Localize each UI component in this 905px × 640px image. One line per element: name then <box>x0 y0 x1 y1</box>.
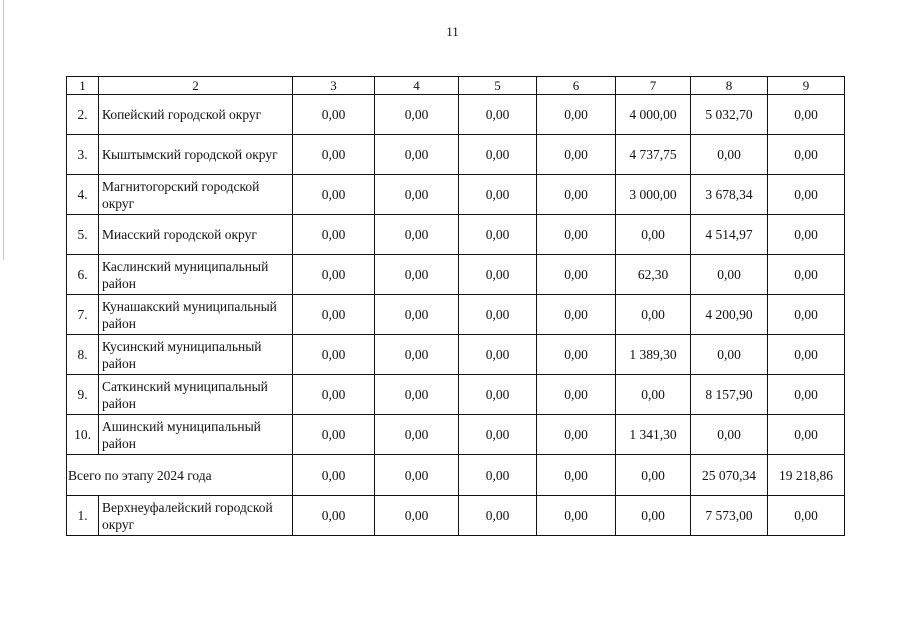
value-cell: 0,00 <box>375 95 459 135</box>
value-cell: 4 000,00 <box>616 95 691 135</box>
value-cell: 0,00 <box>293 375 375 415</box>
value-cell: 0,00 <box>459 175 537 215</box>
row-number-cell: 2. <box>67 95 99 135</box>
total-value-cell: 0,00 <box>293 455 375 496</box>
table-row <box>67 95 845 135</box>
value-cell: 0,00 <box>691 135 768 175</box>
value-cell: 0,00 <box>691 255 768 295</box>
value-cell: 0,00 <box>768 135 845 175</box>
value-cell: 4 514,97 <box>691 215 768 255</box>
value-cell: 5 032,70 <box>691 95 768 135</box>
table-header-row <box>67 77 845 95</box>
value-cell: 0,00 <box>375 375 459 415</box>
table-row <box>67 135 845 175</box>
value-cell: 0,00 <box>459 375 537 415</box>
value-cell: 0,00 <box>768 95 845 135</box>
municipality-name-cell: Копейский городской округ <box>99 95 293 135</box>
value-cell: 0,00 <box>375 335 459 375</box>
value-cell: 0,00 <box>459 95 537 135</box>
value-cell: 0,00 <box>768 175 845 215</box>
value-cell: 7 573,00 <box>691 496 768 536</box>
header-cell: 9 <box>768 77 845 95</box>
table-row <box>67 335 845 375</box>
header-cell: 8 <box>691 77 768 95</box>
value-cell: 0,00 <box>537 255 616 295</box>
table-row-next-stage <box>67 496 845 536</box>
value-cell: 0,00 <box>691 415 768 455</box>
value-cell: 0,00 <box>459 415 537 455</box>
value-cell: 0,00 <box>459 496 537 536</box>
header-cell: 2 <box>99 77 293 95</box>
municipality-name-cell: Магнитогорский городской округ <box>99 175 293 215</box>
value-cell: 0,00 <box>293 215 375 255</box>
row-number-cell: 1. <box>67 496 99 536</box>
value-cell: 0,00 <box>691 335 768 375</box>
value-cell: 0,00 <box>537 175 616 215</box>
value-cell: 3 678,34 <box>691 175 768 215</box>
header-cell: 1 <box>67 77 99 95</box>
value-cell: 1 389,30 <box>616 335 691 375</box>
value-cell: 0,00 <box>616 295 691 335</box>
municipality-name-cell: Каслинский муниципальный район <box>99 255 293 295</box>
value-cell: 3 000,00 <box>616 175 691 215</box>
value-cell: 0,00 <box>459 255 537 295</box>
value-cell: 0,00 <box>293 415 375 455</box>
row-number-cell: 10. <box>67 415 99 455</box>
table-body <box>67 77 845 536</box>
row-number-cell: 6. <box>67 255 99 295</box>
value-cell: 4 737,75 <box>616 135 691 175</box>
value-cell: 0,00 <box>768 375 845 415</box>
value-cell: 0,00 <box>768 335 845 375</box>
value-cell: 0,00 <box>375 255 459 295</box>
header-cell: 6 <box>537 77 616 95</box>
total-value-cell: 0,00 <box>375 455 459 496</box>
value-cell: 0,00 <box>459 335 537 375</box>
value-cell: 0,00 <box>768 215 845 255</box>
total-value-cell: 25 070,34 <box>691 455 768 496</box>
municipality-name-cell: Верхнеуфалейский городской округ <box>99 496 293 536</box>
total-value-cell: 19 218,86 <box>768 455 845 496</box>
page-number: 11 <box>446 24 459 39</box>
table-row <box>67 295 845 335</box>
value-cell: 0,00 <box>293 255 375 295</box>
value-cell: 1 341,30 <box>616 415 691 455</box>
municipality-name-cell: Кыштымский городской округ <box>99 135 293 175</box>
total-value-cell: 0,00 <box>616 455 691 496</box>
value-cell: 0,00 <box>375 135 459 175</box>
value-cell: 0,00 <box>375 215 459 255</box>
value-cell: 0,00 <box>459 295 537 335</box>
value-cell: 4 200,90 <box>691 295 768 335</box>
value-cell: 0,00 <box>459 135 537 175</box>
value-cell: 0,00 <box>768 415 845 455</box>
value-cell: 0,00 <box>616 215 691 255</box>
value-cell: 8 157,90 <box>691 375 768 415</box>
value-cell: 0,00 <box>375 496 459 536</box>
row-number-cell: 9. <box>67 375 99 415</box>
row-number-cell: 4. <box>67 175 99 215</box>
header-cell: 7 <box>616 77 691 95</box>
value-cell: 0,00 <box>768 255 845 295</box>
value-cell: 0,00 <box>768 496 845 536</box>
row-number-cell: 3. <box>67 135 99 175</box>
value-cell: 0,00 <box>768 295 845 335</box>
value-cell: 0,00 <box>537 95 616 135</box>
value-cell: 0,00 <box>537 415 616 455</box>
value-cell: 0,00 <box>375 175 459 215</box>
municipality-name-cell: Кусинский муниципальный район <box>99 335 293 375</box>
value-cell: 0,00 <box>537 295 616 335</box>
value-cell: 0,00 <box>293 335 375 375</box>
value-cell: 0,00 <box>537 375 616 415</box>
value-cell: 0,00 <box>537 335 616 375</box>
header-cell: 4 <box>375 77 459 95</box>
row-number-cell: 8. <box>67 335 99 375</box>
value-cell: 0,00 <box>293 95 375 135</box>
total-value-cell: 0,00 <box>537 455 616 496</box>
value-cell: 0,00 <box>616 375 691 415</box>
value-cell: 0,00 <box>293 175 375 215</box>
value-cell: 0,00 <box>537 215 616 255</box>
header-cell: 5 <box>459 77 537 95</box>
value-cell: 0,00 <box>293 135 375 175</box>
value-cell: 0,00 <box>293 295 375 335</box>
value-cell: 62,30 <box>616 255 691 295</box>
total-label-cell: Всего по этапу 2024 года <box>67 455 293 496</box>
total-value-cell: 0,00 <box>459 455 537 496</box>
row-number-cell: 7. <box>67 295 99 335</box>
municipality-name-cell: Кунашакский муниципальный район <box>99 295 293 335</box>
value-cell: 0,00 <box>537 496 616 536</box>
row-number-cell: 5. <box>67 215 99 255</box>
header-cell: 3 <box>293 77 375 95</box>
value-cell: 0,00 <box>537 135 616 175</box>
value-cell: 0,00 <box>375 415 459 455</box>
table-row <box>67 215 845 255</box>
budget-table <box>66 76 845 536</box>
municipality-name-cell: Саткинский муниципальный район <box>99 375 293 415</box>
total-row <box>67 455 845 496</box>
table-row <box>67 375 845 415</box>
value-cell: 0,00 <box>616 496 691 536</box>
value-cell: 0,00 <box>375 295 459 335</box>
municipality-name-cell: Ашинский муниципальный район <box>99 415 293 455</box>
municipality-name-cell: Миасский городской округ <box>99 215 293 255</box>
value-cell: 0,00 <box>459 215 537 255</box>
table-row <box>67 415 845 455</box>
table-row <box>67 175 845 215</box>
table-row <box>67 255 845 295</box>
value-cell: 0,00 <box>293 496 375 536</box>
